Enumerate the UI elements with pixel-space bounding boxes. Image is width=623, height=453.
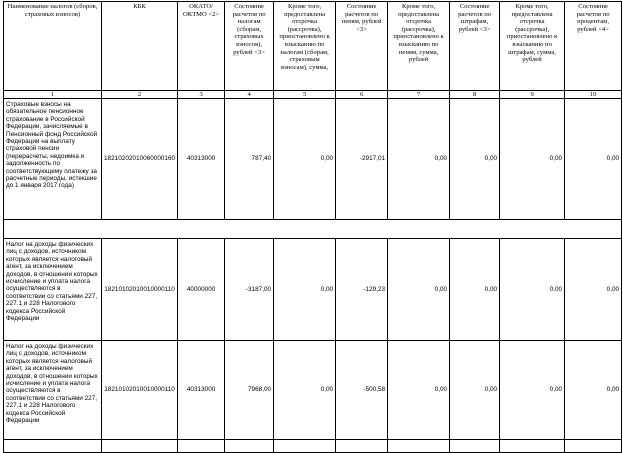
table-spacer-row	[4, 220, 622, 239]
column-number: 5	[274, 91, 336, 99]
okato-cell: 40000000	[178, 239, 225, 341]
fine-balance-cell: 0,00	[450, 99, 500, 220]
penalty-deferred-cell: 0,00	[388, 341, 450, 440]
tax-deferred-cell: 0,00	[274, 239, 336, 341]
column-number: 7	[388, 91, 450, 99]
header-row	[4, 2, 622, 91]
header-fine-balance: Состояние расчетов по штрафам, рублей <3>	[450, 2, 500, 91]
tax-deferred-cell: 0,00	[274, 341, 336, 440]
penalty-balance-cell: -500,58	[336, 341, 388, 440]
kbk-cell: 18210102010010000110	[102, 239, 178, 341]
header-penalty-deferred: Кроме того, предоставлена отсрочка (рассрочка), приостановлено к взысканию по пеням, сумма, рублей	[388, 2, 450, 91]
interest-balance-cell: 0,00	[565, 99, 622, 220]
tax-balance-cell: -3187,00	[225, 239, 274, 341]
tax-name-cell: Налог на доходы физических лиц с доходов, источником которых является налоговый агент, за исключением доходов, в отношении которых исчисление и уплата налога осуществляются в соответствии со статьями 227, 227.1 и 228 Налогового кодекса Российской Федерации	[4, 239, 102, 341]
kbk-cell: 18210102010010000110	[102, 341, 178, 440]
okato-cell: 40313000	[178, 99, 225, 220]
fine-deferred-cell: 0,00	[500, 239, 565, 341]
table-row-partial	[4, 440, 622, 453]
penalty-deferred-cell: 0,00	[388, 99, 450, 220]
fine-deferred-cell: 0,00	[500, 99, 565, 220]
column-number: 4	[225, 91, 274, 99]
header-tax-name: Наименование налогов (сборов, страховых взносов)	[4, 2, 102, 91]
tax-name-cell: Страховые взносы на обязательное пенсионное страхование в Российской Федерации, зачисляемые в Пенсионный фонд Российской Федерации на выплату страховой пенсии (перерасчеты, недоимка и задолженность по соответствующему платежу за расчетные периоды, истекшие до 1 января 2017 года)	[4, 99, 102, 220]
tax-name-cell: Налог на доходы физических лиц с доходов, источником которых является налоговый агент, за исключением доходов, в отношении которых исчисление и уплата налога осуществляются в соответствии со статьями 227, 227.1 и 228 Налогового кодекса Российской Федерации	[4, 341, 102, 440]
table-row	[4, 99, 622, 220]
kbk-cell: 18210202010060000160	[102, 99, 178, 220]
header-tax-deferred: Кроме того, предоставлена отсрочка (рассрочка), приостановлено к взысканию по налогам (сборам, страховым взносам), сумма,	[274, 2, 336, 91]
column-number-row	[4, 91, 622, 99]
interest-balance-cell: 0,00	[565, 239, 622, 341]
column-number: 2	[102, 91, 178, 99]
header-fine-deferred: Кроме того, предоставлена отсрочка (рассрочка), приостановлено к взысканию по штрафам, сумма, рублей	[500, 2, 565, 91]
table-row	[4, 239, 622, 341]
penalty-balance-cell: -129,23	[336, 239, 388, 341]
header-penalty-balance: Состояние расчетов по пеням, рублей <3>	[336, 2, 388, 91]
fine-balance-cell: 0,00	[450, 239, 500, 341]
tax-settlement-table	[3, 1, 622, 453]
column-number: 9	[500, 91, 565, 99]
tax-deferred-cell: 0,00	[274, 99, 336, 220]
tax-balance-cell: 787,40	[225, 99, 274, 220]
tax-balance-cell: 7968,00	[225, 341, 274, 440]
column-number: 3	[178, 91, 225, 99]
header-okato: ОКАТО/ ОКТМО <2>	[178, 2, 225, 91]
fine-balance-cell: 0,00	[450, 341, 500, 440]
header-tax-balance: Состояние расчетов по налогам (сборам, страховых взносов), рублей <3>	[225, 2, 274, 91]
okato-cell: 40313000	[178, 341, 225, 440]
column-number: 1	[4, 91, 102, 99]
table-row	[4, 341, 622, 440]
column-number: 10	[565, 91, 622, 99]
penalty-balance-cell: -2917,01	[336, 99, 388, 220]
penalty-deferred-cell: 0,00	[388, 239, 450, 341]
header-kbk: КБК	[102, 2, 178, 91]
column-number: 8	[450, 91, 500, 99]
header-interest-balance: Состояние расчетов по процентам, рублей <4>	[565, 2, 622, 91]
interest-balance-cell: 0,00	[565, 341, 622, 440]
fine-deferred-cell: 0,00	[500, 341, 565, 440]
column-number: 6	[336, 91, 388, 99]
